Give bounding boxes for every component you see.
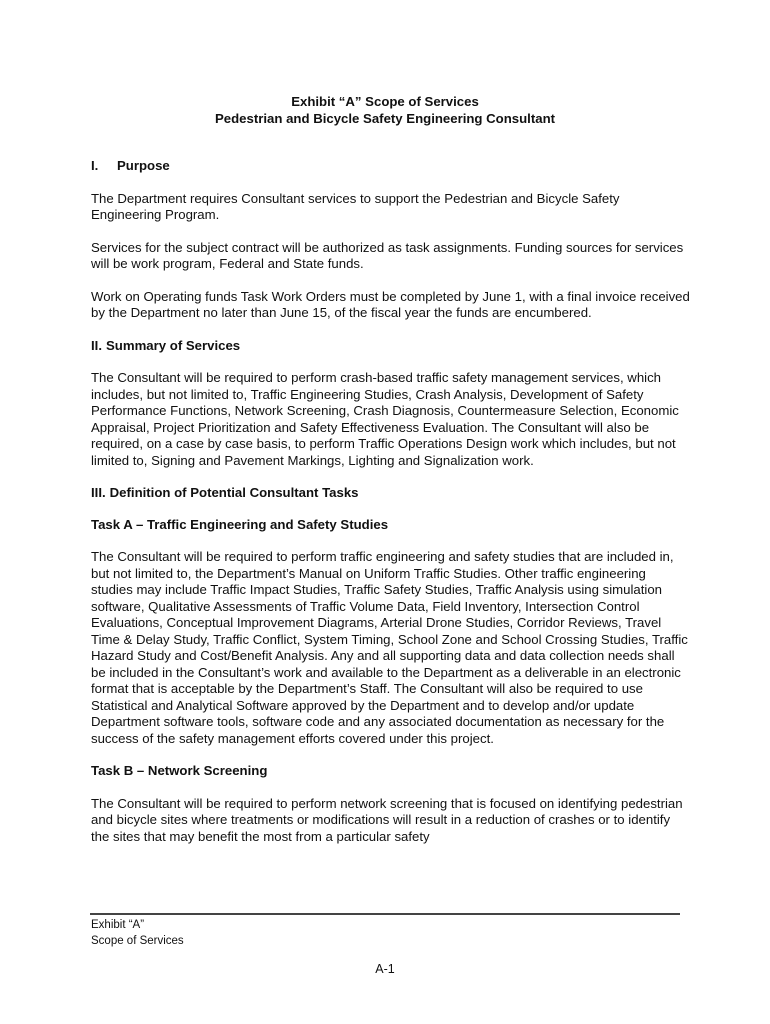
task-heading-a: Task A – Traffic Engineering and Safety Studies bbox=[91, 516, 389, 532]
footer-divider bbox=[90, 913, 680, 915]
section-title: Purpose bbox=[117, 158, 170, 173]
paragraph: The Department requires Consultant services to support the Pedestrian and Bicycle Safety Engineering Program. bbox=[91, 190, 620, 222]
section-title: Definition of Potential Consultant Tasks bbox=[109, 485, 359, 500]
title-line-2: Pedestrian and Bicycle Safety Engineering Consultant bbox=[214, 110, 556, 126]
document-body bbox=[91, 158, 691, 845]
section-number: I. bbox=[91, 158, 99, 173]
footer-line-1: Exhibit “A” bbox=[91, 919, 145, 931]
footer bbox=[91, 918, 184, 949]
section-number: II. bbox=[91, 337, 102, 353]
paragraph: Work on Operating funds Task Work Orders must be completed by June 1, with a final invoice received by the Department no later than June 15, of the fiscal year the funds are encumbered. bbox=[91, 288, 690, 320]
page-number: A-1 bbox=[375, 962, 395, 976]
task-heading-b: Task B – Network Screening bbox=[91, 763, 268, 778]
section-heading-purpose bbox=[91, 158, 691, 175]
document-title bbox=[0, 94, 770, 127]
paragraph: The Consultant will be required to perform traffic engineering and safety studies that are included in, but not limited to, the Department’s Manual on Uniform Traffic Studies. Other traffic engineering studies may include Traffic Impact Studies, Traffic Safety Studies, Traffic Analysis using simulation software, Qualitative Assessments of Traffic Volume Data, Field Inventory, Intersection Control Evaluations, Conceptual Improvement Diagrams, Arterial Drone Studies, Corridor Reviews, Travel Time & Delay Study, Traffic Conflict, System Timing, School Zone and School Crossing Studies, Traffic Hazard Study and Cost/Benefit Analysis. Any and all supporting data and data collection needs shall be included in the Consultant’s work and available to the Department as a deliverable in an electronic format that is acceptable by the Department’s Staff. The Consultant will also be required to use Statistical and Analytical Software approved by the Department and to develop and/or update Department software tools, software code and any associated documentation as necessary for the success of the safety management efforts covered under this project. bbox=[91, 549, 688, 746]
paragraph: Services for the subject contract will be authorized as task assignments. Funding sources for services will be work program, Federal and State funds. bbox=[91, 239, 684, 271]
footer-line-2: Scope of Services bbox=[91, 934, 184, 947]
paragraph: The Consultant will be required to perform network screening that is focused on identifying pedestrian and bicycle sites where treatments or modifications will result in a reduction of crashes or to identify the sites that may benefit the most from a particular safety bbox=[91, 795, 683, 844]
section-title: Summary of Services bbox=[106, 337, 241, 353]
section-heading-definition bbox=[91, 485, 691, 502]
section-number: III. bbox=[91, 485, 106, 500]
title-line-1: Exhibit “A” Scope of Services bbox=[291, 94, 479, 109]
paragraph: The Consultant will be required to perform crash-based traffic safety management services, which includes, but not limited to, Traffic Engineering Studies, Crash Analysis, Development of Safety Performance Functions, Network Screening, Crash Diagnosis, Countermeasure Selection, Economic Appraisal, Project Prioritization and Safety Effectiveness Evaluation. The Consultant will also be required, on a case by case basis, to perform Traffic Operations Design work which includes, but not limited to, Signing and Pavement Markings, Lighting and Signalization work. bbox=[91, 370, 679, 468]
section-heading-summary bbox=[91, 338, 691, 355]
